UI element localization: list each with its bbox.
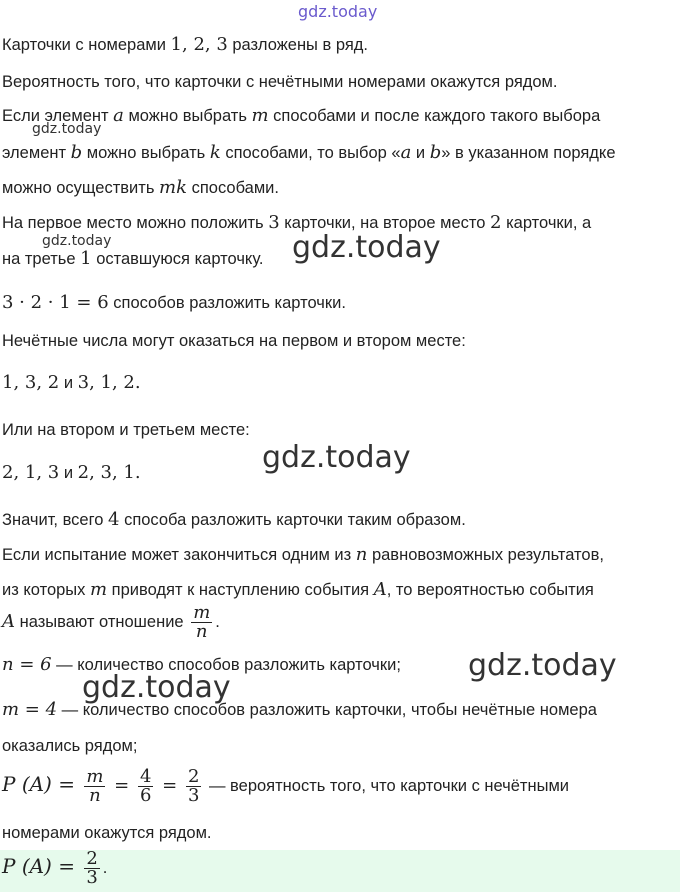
watermark-large: gdz.today bbox=[82, 670, 231, 705]
answer-fraction: $\frac{2}{3}$ bbox=[86, 848, 98, 888]
task-description: Вероятность того, что карточки с нечётными номерами окажутся рядом. bbox=[2, 73, 558, 91]
odd-numbers-first-second: Нечётные числа могут оказаться на первом и втором месте: bbox=[2, 332, 466, 350]
odd-numbers-second-third: Или на втором и третьем месте: bbox=[2, 421, 250, 439]
m-definition-cont: оказались рядом; bbox=[2, 737, 138, 755]
probability-conclusion: номерами окажутся рядом. bbox=[2, 824, 212, 842]
favorable-count: Значит, всего 4 способа разложить карточки таким образом. bbox=[2, 509, 466, 530]
fraction: $\frac{2}{3}$ bbox=[187, 766, 200, 806]
definition-line-2: из которых m приводят к наступлению события A, то вероятностью события bbox=[2, 579, 594, 600]
rule-line-1: Если элемент a можно выбрать m способами и после каждого такого выбора bbox=[2, 105, 601, 126]
problem-statement: Карточки с номерами 1, 2, 3 разложены в ряд. bbox=[2, 34, 368, 55]
m-definition: m = 4 — количество способов разложить карточки, чтобы нечётные номера bbox=[2, 699, 597, 720]
n-definition: n = 6 — количество способов разложить карточки; bbox=[2, 654, 401, 675]
arrangement-list-2: 2, 1, 3 и 2, 3, 1. bbox=[2, 462, 141, 483]
watermark-large: gdz.today bbox=[262, 440, 411, 475]
definition-line-1: Если испытание может закончиться одним из n равновозможных результатов, bbox=[2, 544, 604, 565]
rule-line-2: элемент b можно выбрать k способами, то выбор «a и b» в указанном порядке bbox=[2, 142, 616, 163]
arrangement-list-1: 1, 3, 2 и 3, 1, 2. bbox=[2, 372, 141, 393]
watermark-small: gdz.today bbox=[42, 233, 112, 249]
definition-line-3: A называют отношение $\frac{m}{n}$ . bbox=[2, 602, 220, 642]
total-arrangements: 3 · 2 · 1 = 6 способов разложить карточки. bbox=[2, 292, 346, 313]
watermark-top: gdz.today bbox=[298, 2, 378, 21]
watermark-small: gdz.today bbox=[32, 121, 102, 137]
watermark-large: gdz.today bbox=[292, 230, 441, 265]
final-answer: P (A) = $\frac{2}{3}$ . bbox=[2, 848, 108, 888]
fraction-m-over-n: $\frac{m}{n}$ bbox=[193, 602, 211, 642]
reasoning-line-1: На первое место можно положить 3 карточки, на второе место 2 карточки, а bbox=[2, 212, 592, 233]
probability-calculation: P (A) = $\frac{m}{n}$ = $\frac{4}{6}$ = $\frac{2}{3}$ — вероятность того, что карточки с нечётными bbox=[2, 766, 570, 806]
rule-line-3: можно осуществить mk способами. bbox=[2, 177, 279, 198]
reasoning-line-2: на третье 1 оставшуюся карточку. bbox=[2, 248, 264, 269]
fraction: $\frac{m}{n}$ bbox=[86, 766, 104, 806]
fraction: $\frac{4}{6}$ bbox=[139, 766, 152, 806]
watermark-large: gdz.today bbox=[468, 648, 617, 683]
